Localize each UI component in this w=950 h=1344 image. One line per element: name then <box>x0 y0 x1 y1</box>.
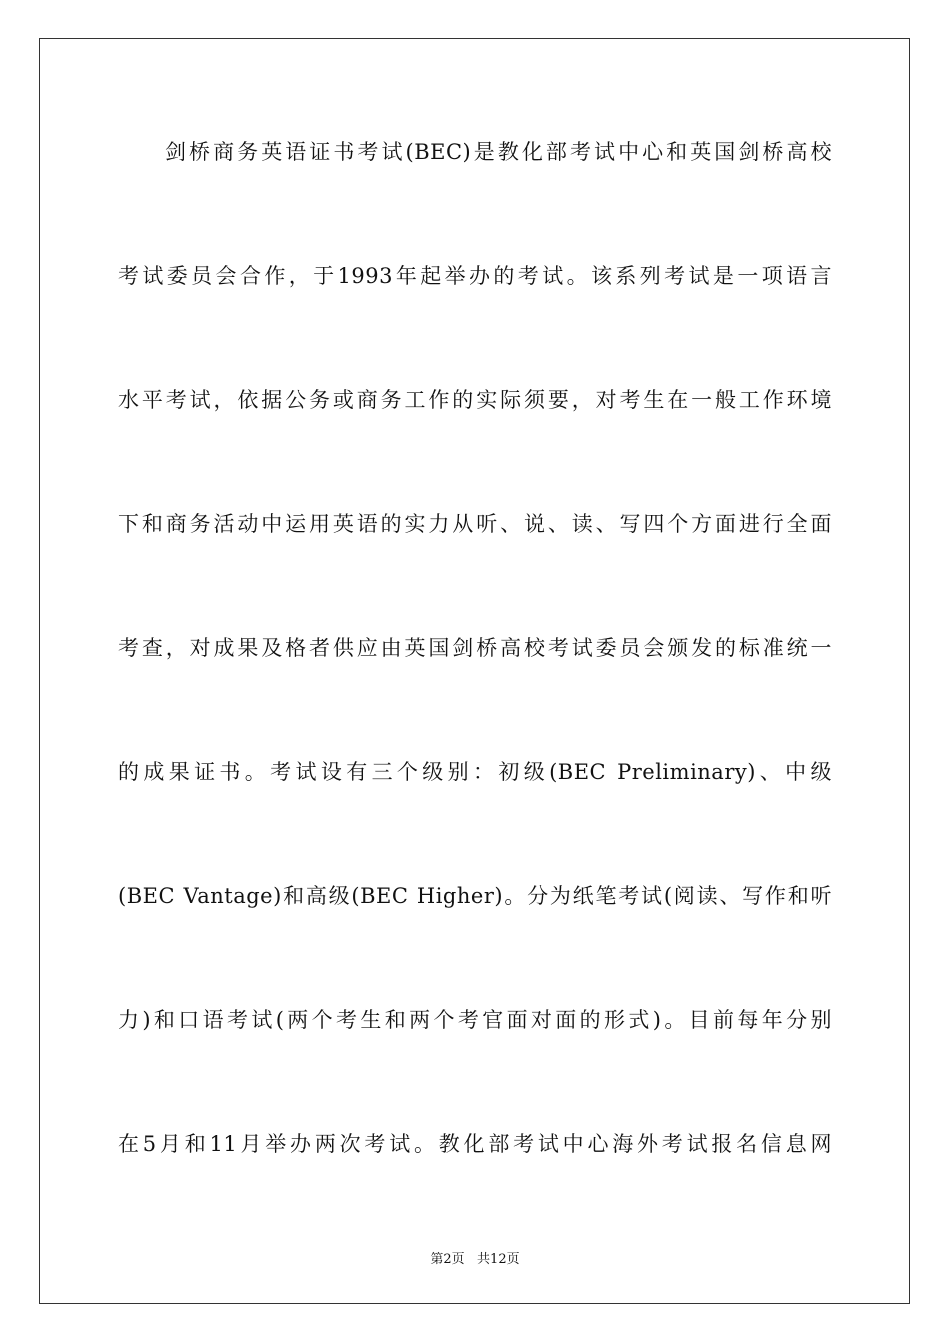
paragraph-line-2: 考试委员会合作，于1993年起举办的考试。该系列考试是一项语言 <box>118 264 832 288</box>
paragraph-line-9: 在5月和11月举办两次考试。教化部考试中心海外考试报名信息网 <box>118 1132 832 1156</box>
paragraph-line-1: 剑桥商务英语证书考试(BEC)是教化部考试中心和英国剑桥高校 <box>165 140 832 164</box>
paragraph-line-7: (BEC Vantage)和高级(BEC Higher)。分为纸笔考试(阅读、写作和听 <box>118 884 832 908</box>
paragraph-line-3: 水平考试，依据公务或商务工作的实际须要，对考生在一般工作环境 <box>118 388 832 412</box>
paragraph-line-8: 力)和口语考试(两个考生和两个考官面对面的形式)。目前每年分别 <box>118 1008 832 1032</box>
paragraph-line-6: 的成果证书。考试设有三个级别：初级(BEC Preliminary)、中级 <box>118 760 832 784</box>
page-border <box>39 38 910 1304</box>
paragraph-line-5: 考查，对成果及格者供应由英国剑桥高校考试委员会颁发的标准统一 <box>118 636 832 660</box>
paragraph-line-4: 下和商务活动中运用英语的实力从听、说、读、写四个方面进行全面 <box>118 512 832 536</box>
page-number-footer: 第2页 共12页 <box>430 1252 520 1267</box>
